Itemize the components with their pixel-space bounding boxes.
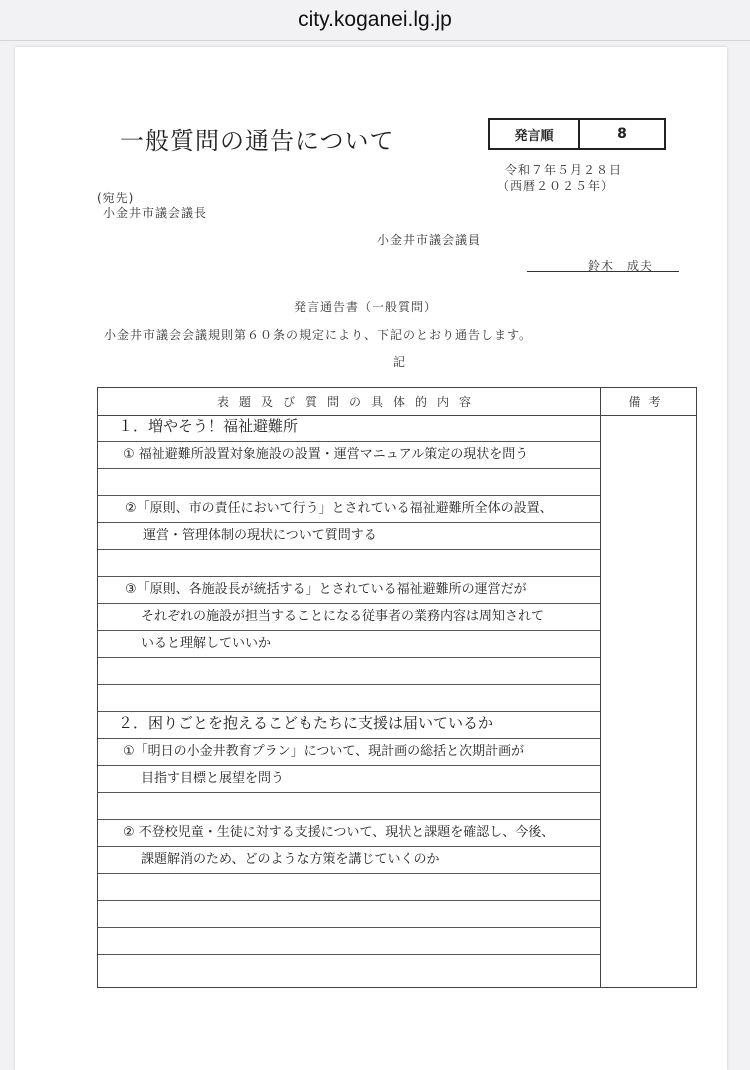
speaking-order-box (488, 118, 666, 150)
table-row (98, 793, 600, 820)
sender-name: 鈴木 成夫 (588, 259, 654, 273)
table-row (98, 523, 600, 550)
form-name: 発言通告書（一般質問） (294, 300, 438, 314)
table-row (98, 874, 600, 901)
remarks-column-divider (600, 388, 601, 987)
date-seireki: （西暦２０２５年） (497, 179, 615, 193)
url-text: city.koganei.lg.jp (298, 8, 452, 31)
section-heading-row (98, 415, 600, 442)
date-reiwa: 令和７年５月２８日 (505, 163, 623, 177)
question-text: ①「明日の小金井教育プラン」について、現計画の総括と次期計画が (123, 744, 525, 759)
table-row (98, 766, 600, 793)
signature-line (527, 271, 679, 272)
question-table (97, 387, 697, 988)
section-heading-row (98, 712, 600, 739)
question-text: ③「原則、各施設長が統括する」とされている福祉避難所の運営だが (125, 582, 527, 597)
question-text: いると理解していいか (141, 636, 272, 651)
addressee: 小金井市議会議長 (103, 206, 208, 220)
table-row (98, 847, 600, 874)
question-text: ① 福祉避難所設置対象施設の設置・運営マニュアル策定の現状を問う (123, 447, 529, 462)
question-text: それぞれの施設が担当することになる従事者の業務内容は周知されて (141, 609, 545, 624)
address-bar[interactable] (0, 0, 750, 41)
sender-title: 小金井市議会議員 (377, 233, 482, 247)
table-row (98, 550, 600, 577)
question-text: ② 不登校児童・生徒に対する支援について、現状と課題を確認し、今後、 (123, 825, 555, 840)
question-text: 運営・管理体制の現状について質問する (143, 528, 377, 543)
question-text: 目指す目標と展望を問う (141, 771, 285, 786)
ki-mark: 記 (393, 355, 407, 369)
document-page (15, 47, 727, 1070)
table-row (98, 604, 600, 631)
section-heading-text: １．増やそう！福祉避難所 (118, 417, 299, 435)
table-header-row (98, 388, 696, 416)
speaking-order-value: 8 (617, 126, 627, 142)
question-text: 課題解消のため、どのような方策を講じていくのか (141, 852, 440, 867)
table-row (98, 658, 600, 685)
speaking-order-label: 発言順 (490, 120, 580, 148)
notice-text: 小金井市議会会議規則第６０条の規定により、下記のとおり通告します。 (104, 328, 533, 342)
table-header-content: 表題及び質問の具体的内容 (216, 395, 481, 409)
table-row (98, 442, 600, 469)
table-row (98, 739, 600, 766)
section-heading-text: ２．困りごとを抱えるこどもたちに支援は届いているか (118, 714, 494, 732)
table-row (98, 496, 600, 523)
question-text: ②「原則、市の責任において行う」とされている福祉避難所全体の設置、 (125, 501, 553, 516)
table-row (98, 685, 600, 712)
table-row (98, 901, 600, 928)
table-row (98, 928, 600, 955)
table-row (98, 577, 600, 604)
table-header-remarks: 備考 (628, 395, 669, 409)
table-row (98, 631, 600, 658)
table-row (98, 955, 600, 982)
addressee-label: (宛先) (97, 191, 135, 205)
table-row (98, 469, 600, 496)
document-title: 一般質問の通告について (120, 127, 395, 155)
table-row (98, 820, 600, 847)
